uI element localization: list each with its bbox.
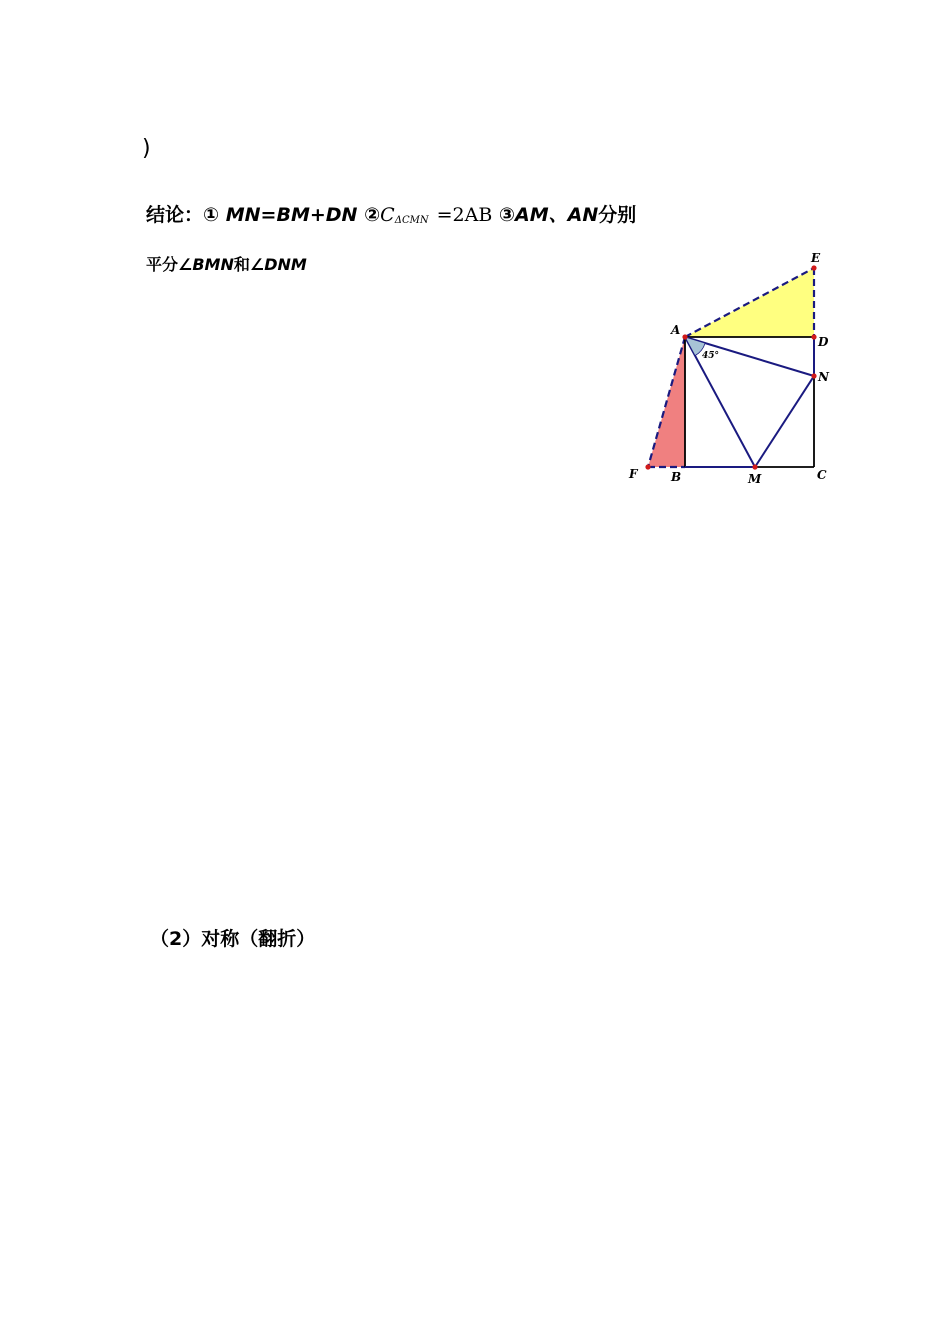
conclusion-label: 结论： <box>146 204 204 226</box>
label-c: C <box>817 468 827 482</box>
point-m <box>752 464 757 469</box>
bisect-text: 平分 <box>146 255 179 274</box>
label-m: M <box>748 472 762 486</box>
closing-paren: ) <box>142 136 151 161</box>
geometry-figure <box>620 245 840 490</box>
segment-mn <box>755 376 814 467</box>
point-f <box>645 464 650 469</box>
label-a: A <box>671 323 681 337</box>
perimeter-formula <box>380 204 492 226</box>
conclusion-marker-3: ③ <box>498 204 516 226</box>
point-e <box>811 265 816 270</box>
conclusion-fenbie: 分别 <box>598 204 637 226</box>
angle-dnm: ∠DNM <box>249 255 307 274</box>
conclusion-line <box>146 200 636 227</box>
perimeter-symbol: C <box>380 204 395 226</box>
conclusion-marker-1: ① <box>203 204 220 226</box>
conclusion-eq-1: MN=BM+DN <box>225 204 358 226</box>
point-d <box>811 334 816 339</box>
label-d: D <box>818 335 829 349</box>
angle-bmn: ∠BMN <box>178 255 234 274</box>
conclusion-am-an: AM、AN <box>515 204 599 226</box>
label-f: F <box>629 467 638 481</box>
label-n: N <box>818 370 829 384</box>
conclusion-line-2 <box>146 252 307 275</box>
perimeter-rhs: =2AB <box>436 204 493 226</box>
label-e: E <box>811 251 821 265</box>
conclusion-marker-2: ② <box>364 204 381 226</box>
point-a <box>682 334 687 339</box>
and-text: 和 <box>233 255 250 274</box>
section-heading: （2）对称（翻折） <box>150 928 316 950</box>
angle-label: 45° <box>702 351 720 361</box>
segment-am <box>685 337 755 467</box>
perimeter-subscript: ΔCMN <box>394 215 429 226</box>
label-b: B <box>671 470 682 484</box>
geometry-svg <box>620 245 840 490</box>
point-n <box>811 373 816 378</box>
